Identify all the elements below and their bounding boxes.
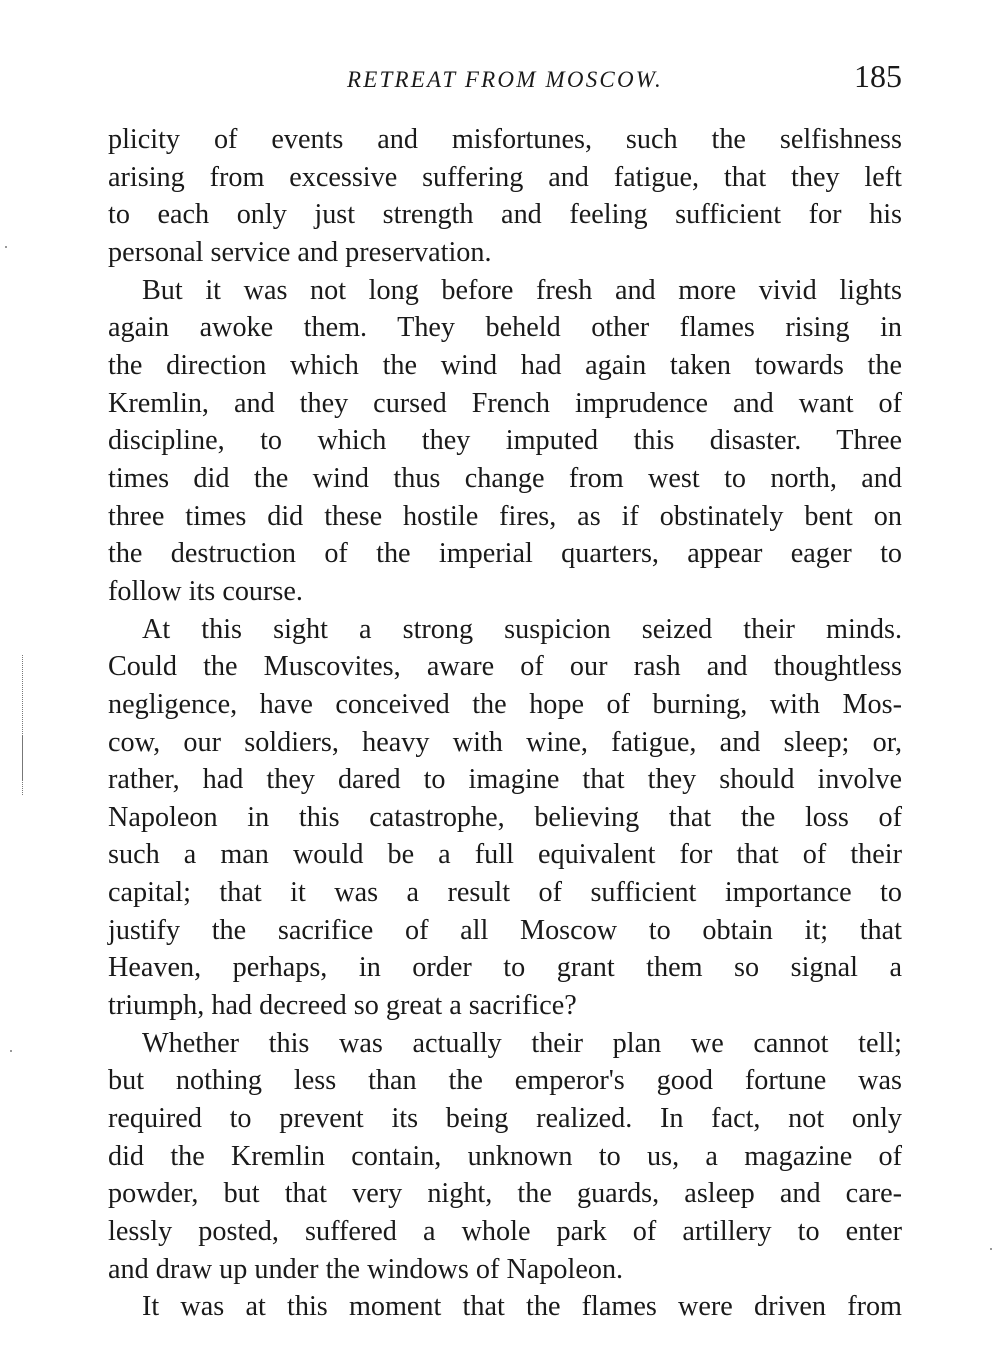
text-line: times did the wind thus change from west to north, and (108, 462, 902, 494)
text-line: personal service and preservation. (108, 236, 492, 268)
text-line: justify the sacrifice of all Moscow to obtain it; that (108, 914, 902, 946)
scan-speck (5, 246, 7, 248)
text-line: At this sight a strong suspicion seized their minds. (142, 613, 902, 645)
text-line: plicity of events and misfortunes, such the selfishness (108, 124, 902, 155)
text-line: powder, but that very night, the guards, asleep and care- (108, 1178, 902, 1210)
text-line: Heaven, perhaps, in order to grant them so signal a (108, 952, 902, 984)
text-line: follow its course. (108, 575, 303, 607)
text-line: But it was not long before fresh and more vivid lights (142, 274, 902, 306)
scan-speck (990, 1248, 992, 1250)
text-line: negligence, have conceived the hope of burning, with Mos- (108, 688, 902, 720)
text-line: did the Kremlin contain, unknown to us, a magazine of (108, 1140, 902, 1172)
text-line: Could the Muscovites, aware of our rash and thoughtless (108, 651, 902, 683)
text-line: cow, our soldiers, heavy with wine, fatigue, and sleep; or, (108, 726, 902, 758)
text-line: It was at this moment that the flames were driven from (142, 1291, 902, 1323)
text-line: required to prevent its being realized. In fact, not only (108, 1103, 902, 1135)
page-number: 185 (854, 58, 902, 94)
running-head (108, 58, 902, 98)
text-line: lessly posted, suffered a whole park of artillery to enter (108, 1216, 902, 1248)
scan-speck (10, 1050, 12, 1052)
margin-scan-mark (22, 735, 23, 795)
text-line: triumph, had decreed so great a sacrifice? (108, 990, 577, 1022)
text-line: Napoleon in this catastrophe, believing that the loss of (108, 801, 902, 833)
text-line: Kremlin, and they cursed French imprudence and want of (108, 387, 902, 419)
text-line: the direction which the wind had again taken towards the (108, 349, 902, 381)
body-text (108, 121, 902, 1326)
text-line: such a man would be a full equivalent for that of their (108, 839, 902, 871)
text-line: three times did these hostile fires, as if obstinately bent on (108, 500, 902, 532)
text-line: Whether this was actually their plan we cannot tell; (142, 1027, 902, 1059)
text-line: rather, had they dared to imagine that they should involve (108, 764, 902, 796)
running-title: RETREAT FROM MOSCOW. (347, 67, 663, 92)
text-line: again awoke them. They beheld other flames rising in (108, 312, 902, 344)
text-line: and draw up under the windows of Napoleon. (108, 1253, 624, 1285)
text-line: but nothing less than the emperor's good fortune was (108, 1065, 902, 1097)
text-line: arising from excessive suffering and fatigue, that they left (108, 161, 902, 193)
text-line: the destruction of the imperial quarters, appear eager to (108, 538, 902, 570)
text-line: capital; that it was a result of sufficient importance to (108, 877, 902, 909)
text-line: to each only just strength and feeling sufficient for his (108, 199, 902, 231)
text-line: discipline, to which they imputed this disaster. Three (108, 425, 902, 457)
